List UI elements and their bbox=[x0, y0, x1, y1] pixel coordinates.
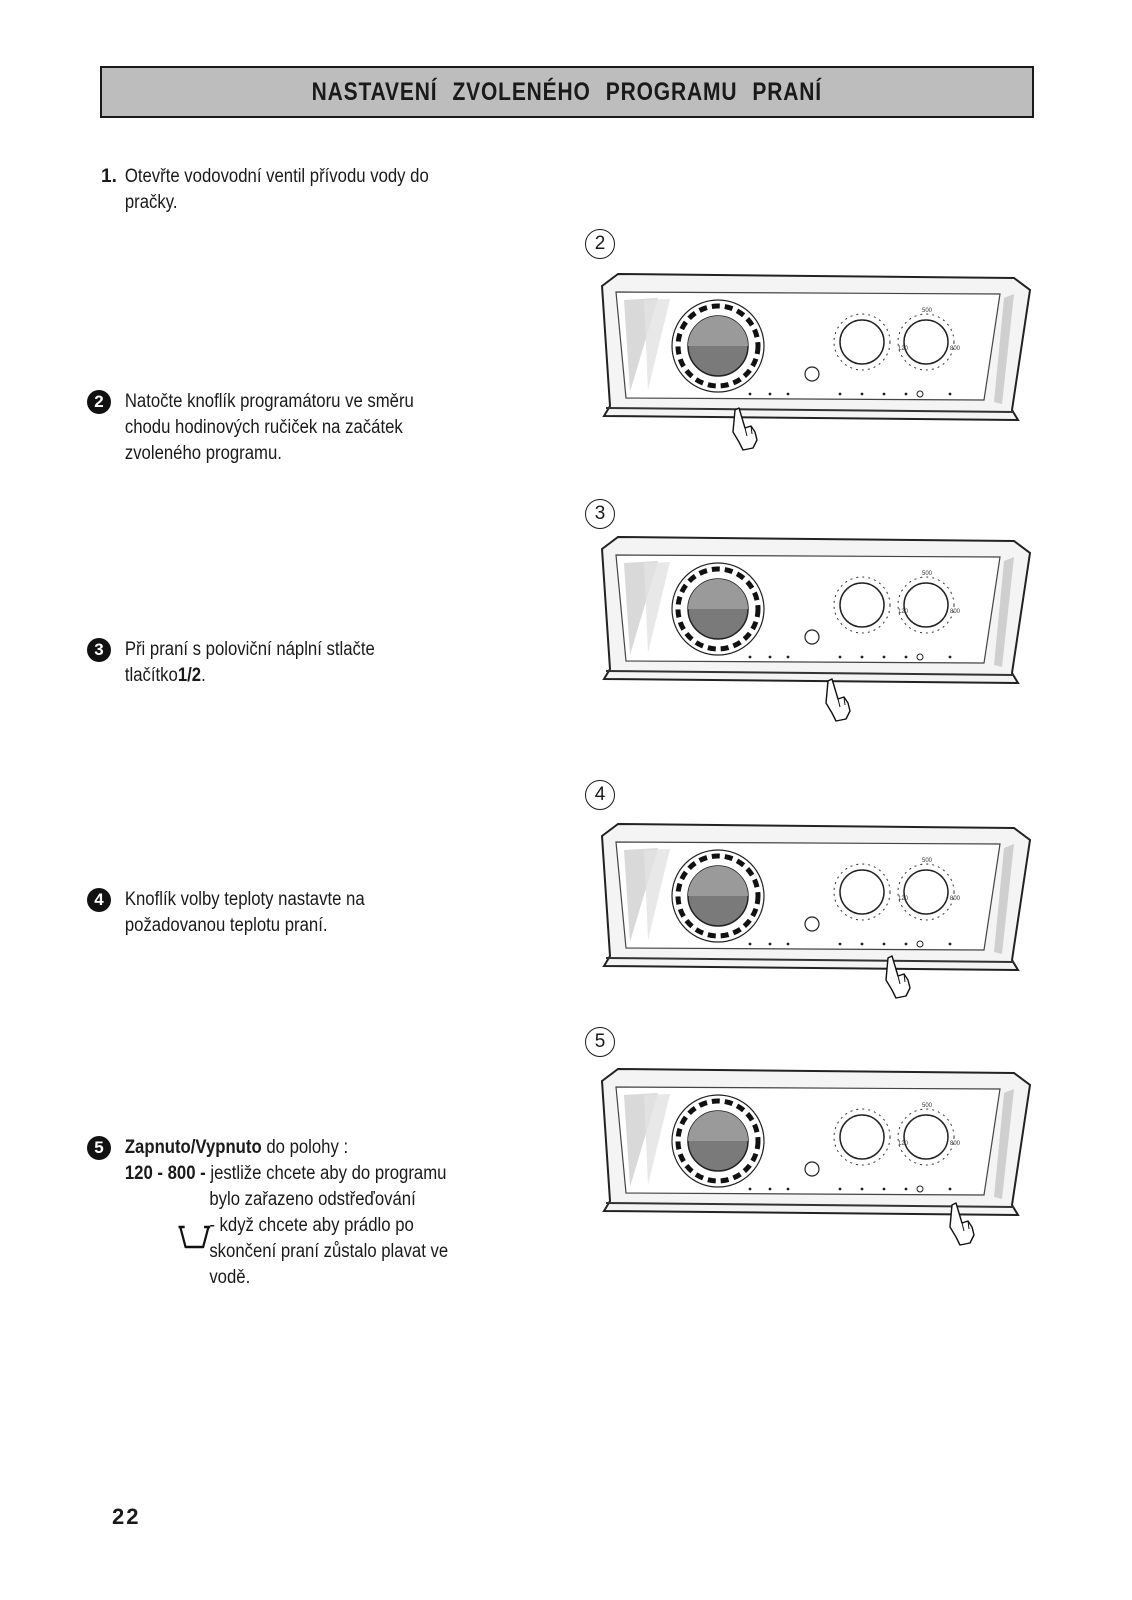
half-load-button bbox=[805, 917, 819, 931]
indicator-dot bbox=[769, 1188, 772, 1191]
spin-label-min: 120 bbox=[898, 346, 909, 352]
indicator-dot bbox=[787, 943, 790, 946]
indicator-dot bbox=[949, 656, 952, 659]
indicator-dot bbox=[883, 1188, 886, 1191]
indicator-dot bbox=[883, 656, 886, 659]
step-number-badge: 2 bbox=[87, 390, 111, 414]
spin-label-max: 800 bbox=[950, 1141, 961, 1147]
indicator-dot bbox=[949, 393, 952, 396]
step-text-fragment: jestliže chcete aby do programu bbox=[205, 1163, 447, 1184]
step-text-line: Knoflík volby teploty nastavte na bbox=[124, 889, 365, 910]
indicator-dot bbox=[905, 943, 908, 946]
temperature-knob bbox=[840, 1115, 884, 1159]
temperature-knob bbox=[840, 320, 884, 364]
step-text-fragment: tlačítko bbox=[124, 665, 178, 686]
on-off-spin-knob bbox=[904, 583, 948, 627]
indicator-dot bbox=[861, 393, 864, 396]
step-2 bbox=[87, 389, 517, 467]
step-text-line: požadovanou teplotu praní. bbox=[124, 915, 328, 936]
control-panel-figure-2 bbox=[600, 270, 1032, 460]
indicator-dot bbox=[839, 1188, 842, 1191]
indicator-dot bbox=[749, 393, 752, 396]
spin-label-max: 800 bbox=[950, 346, 961, 352]
control-panel-figure-4 bbox=[600, 820, 1032, 1010]
temperature-knob bbox=[840, 870, 884, 914]
on-off-label: Zapnuto/Vypnuto bbox=[124, 1137, 262, 1158]
indicator-dot bbox=[769, 943, 772, 946]
page-title: NASTAVENÍ ZVOLENÉHO PROGRAMU PRANÍ bbox=[311, 77, 823, 106]
rinse-hold-option bbox=[125, 1213, 492, 1291]
step-number-badge: 5 bbox=[87, 1136, 111, 1160]
half-load-button bbox=[805, 630, 819, 644]
step-text-line: Otevřte vodovodní ventil přívodu vody do bbox=[124, 166, 429, 187]
step-text-line: - když chcete aby prádlo po bbox=[209, 1215, 414, 1236]
control-panel-drawing bbox=[600, 820, 1032, 1010]
indicator-dot bbox=[905, 656, 908, 659]
step-text-line: bylo zařazeno odstřeďování bbox=[209, 1189, 416, 1210]
page-number: 22 bbox=[112, 1504, 141, 1529]
step-text-line: Natočte knoflík programátoru ve směru bbox=[124, 391, 414, 412]
indicator-dot bbox=[787, 656, 790, 659]
indicator-dot bbox=[949, 1188, 952, 1191]
on-off-spin-knob bbox=[904, 320, 948, 364]
half-load-button bbox=[805, 367, 819, 381]
figure-label: 4 bbox=[585, 780, 615, 810]
spin-label-mid: 500 bbox=[922, 308, 933, 314]
tub-icon bbox=[178, 1221, 211, 1251]
indicator-dot bbox=[839, 943, 842, 946]
indicator-dot bbox=[861, 1188, 864, 1191]
indicator-dot bbox=[749, 1188, 752, 1191]
on-off-spin-knob bbox=[904, 1115, 948, 1159]
spin-label-max: 800 bbox=[950, 609, 961, 615]
indicator-dot bbox=[861, 943, 864, 946]
section-title-bar bbox=[100, 66, 1034, 118]
step-text-line bbox=[125, 1135, 492, 1161]
figure-label: 5 bbox=[585, 1027, 615, 1057]
control-panel-drawing bbox=[600, 270, 1032, 460]
spin-label-max: 800 bbox=[950, 896, 961, 902]
step-text-line: vodě. bbox=[209, 1267, 251, 1288]
step-number-badge: 4 bbox=[87, 888, 111, 912]
step-number: 1. bbox=[101, 166, 117, 187]
indicator-dot bbox=[839, 393, 842, 396]
step-1 bbox=[87, 164, 517, 216]
half-load-button-label: 1/2 bbox=[177, 665, 202, 686]
spin-label-min: 120 bbox=[898, 1141, 909, 1147]
step-text-line: zvoleného programu. bbox=[124, 443, 282, 464]
indicator-dot bbox=[839, 656, 842, 659]
step-text-line: chodu hodinových ručiček na začátek bbox=[124, 417, 403, 438]
indicator-dot bbox=[749, 656, 752, 659]
indicator-dot bbox=[883, 393, 886, 396]
step-text-line: skončení praní zůstalo plavat ve bbox=[209, 1241, 449, 1262]
temperature-knob bbox=[840, 583, 884, 627]
control-panel-figure-3 bbox=[600, 533, 1032, 723]
step-5 bbox=[87, 1135, 547, 1291]
half-load-button bbox=[805, 1162, 819, 1176]
indicator-dot bbox=[787, 1188, 790, 1191]
indicator-dot bbox=[949, 943, 952, 946]
step-text-fragment: . bbox=[201, 665, 206, 686]
step-text-fragment: do polohy : bbox=[261, 1137, 349, 1158]
indicator-dot bbox=[905, 1188, 908, 1191]
step-text-line bbox=[125, 1161, 492, 1187]
spin-range-label: 120 - 800 - bbox=[124, 1163, 206, 1184]
pointing-hand-icon bbox=[826, 679, 850, 721]
figure-label: 2 bbox=[585, 229, 615, 259]
spin-label-min: 120 bbox=[898, 609, 909, 615]
indicator-dot bbox=[861, 656, 864, 659]
spin-label-mid: 500 bbox=[922, 571, 933, 577]
figure-label: 3 bbox=[585, 499, 615, 529]
step-text-line: pračky. bbox=[124, 192, 178, 213]
indicator-dot bbox=[749, 943, 752, 946]
step-text-line bbox=[125, 663, 466, 689]
spin-label-min: 120 bbox=[898, 896, 909, 902]
control-panel-drawing bbox=[600, 1065, 1032, 1255]
control-panel-drawing bbox=[600, 533, 1032, 723]
indicator-dot bbox=[905, 393, 908, 396]
spin-label-mid: 500 bbox=[922, 858, 933, 864]
control-panel-figure-5 bbox=[600, 1065, 1032, 1255]
indicator-dot bbox=[769, 656, 772, 659]
indicator-dot bbox=[883, 943, 886, 946]
spin-label-mid: 500 bbox=[922, 1103, 933, 1109]
indicator-dot bbox=[787, 393, 790, 396]
step-number-badge: 3 bbox=[87, 638, 111, 662]
indicator-dot bbox=[769, 393, 772, 396]
step-3 bbox=[87, 637, 517, 689]
step-4 bbox=[87, 887, 517, 939]
on-off-spin-knob bbox=[904, 870, 948, 914]
step-text-line: Při praní s poloviční náplní stlačte bbox=[124, 639, 375, 660]
